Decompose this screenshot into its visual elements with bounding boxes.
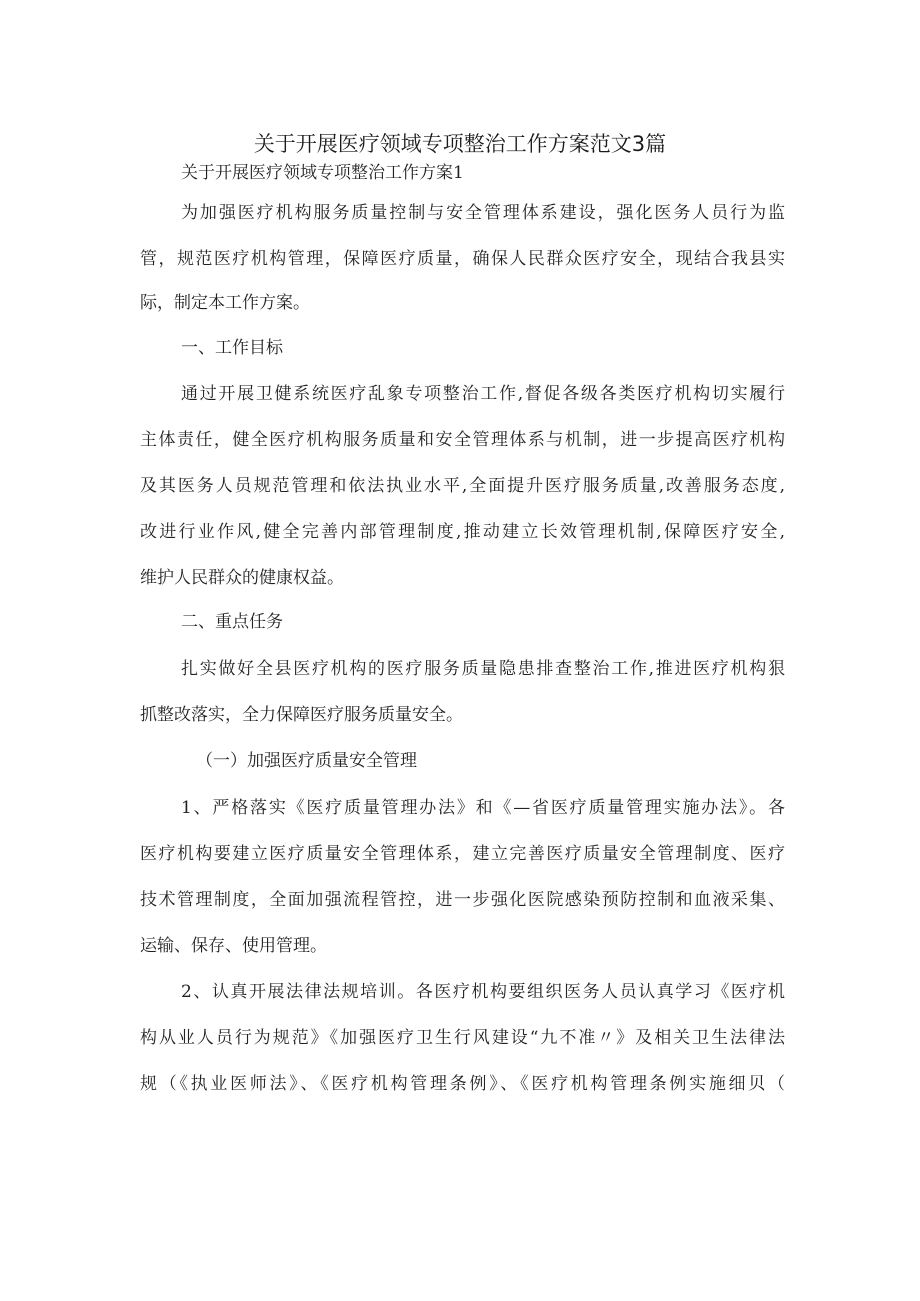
section-heading: 二、重点任务	[181, 612, 283, 632]
paragraph-line: 改进行业作风,健全完善内部管理制度,推动建立长效管理机制,保障医疗安全,	[140, 522, 785, 542]
paragraph-line: 医疗机构要建立医疗质量安全管理体系，建立完善医疗质量安全管理制度、医疗	[140, 844, 785, 864]
paragraph-line: 维护人民群众的健康权益。	[140, 568, 344, 588]
paragraph-line: 运输、保存、使用管理。	[140, 936, 327, 956]
paragraph-line: 际，制定本工作方案。	[140, 293, 310, 313]
paragraph-line: 技术管理制度，全面加强流程管控，进一步强化医院感染预防控制和血液采集、	[140, 890, 785, 910]
paragraph-line: 及其医务人员规范管理和依法执业水平,全面提升医疗服务质量,改善服务态度,	[140, 476, 785, 496]
paragraph-line: 主体责任，健全医疗机构服务质量和安全管理体系与机制，进一步提高医疗机构	[140, 430, 785, 450]
paragraph-line: 扎实做好全县医疗机构的医疗服务质量隐患排查整治工作,推进医疗机构狠	[181, 659, 785, 679]
paragraph-line: 1、严格落实《医疗质量管理办法》和《—省医疗质量管理实施办法》。各	[181, 798, 785, 818]
document-title: 关于开展医疗领域专项整治工作方案范文3篇	[253, 132, 667, 156]
paragraph-line: 2、认真开展法律法规培训。各医疗机构要组织医务人员认真学习《医疗机	[181, 982, 785, 1002]
section-heading: 一、工作目标	[181, 338, 283, 358]
paragraph-line: 构从业人员行为规范》《加强医疗卫生行风建设“九不准〃》及相关卫生法律法	[140, 1028, 785, 1048]
paragraph-line: 抓整改落实，全力保障医疗服务质量安全。	[140, 705, 463, 725]
paragraph-line: 规（《执业医师法》、《医疗机构管理条例》、《医疗机构管理条例实施细贝（	[140, 1074, 785, 1094]
subsection-heading: （一）加强医疗质量安全管理	[196, 751, 417, 771]
paragraph-line: 管，规范医疗机构管理，保障医疗质量，确保人民群众医疗安全，现结合我县实	[140, 249, 785, 269]
paragraph-line: 通过开展卫健系统医疗乱象专项整治工作,督促各级各类医疗机构切实履行	[181, 384, 785, 404]
section-subtitle: 关于开展医疗领域专项整治工作方案1	[181, 163, 464, 183]
paragraph-line: 为加强医疗机构服务质量控制与安全管理体系建设，强化医务人员行为监	[181, 203, 785, 223]
